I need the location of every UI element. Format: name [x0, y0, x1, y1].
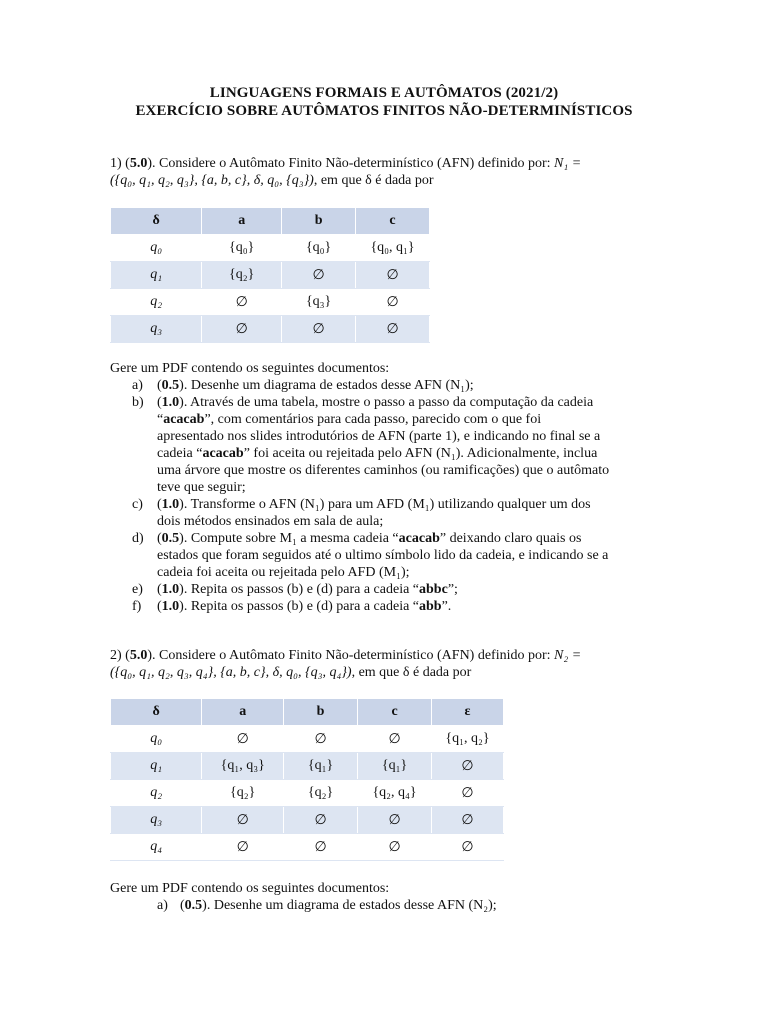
table-row [111, 834, 504, 861]
list-item-line: (0.5). Compute sobre M₁ a mesma cadeia “acacab” deixando claro quais os [157, 531, 582, 546]
q1-transition-table [110, 207, 430, 343]
list-item [110, 394, 670, 496]
q2-gen-pdf: Gere um PDF contendo os seguintes documentos: [110, 881, 390, 896]
table-header-row [111, 699, 504, 726]
list-item-line: dois métodos ensinados em sala de aula; [157, 514, 384, 529]
list-item-line: “acacab”, com comentários para cada passo, parecido com o que foi [157, 412, 542, 427]
list-item [110, 897, 670, 914]
table-cell: ∅ [432, 780, 504, 807]
table-header-row [111, 208, 430, 235]
table-cell: q₄ [111, 834, 202, 861]
q2-transition-table [110, 698, 504, 861]
table-header-cell: ε [432, 699, 504, 726]
table-cell: ∅ [432, 807, 504, 834]
table-cell: ∅ [202, 726, 284, 753]
table-row [111, 780, 504, 807]
table-cell: {q₁} [358, 753, 432, 780]
table-cell: ∅ [432, 834, 504, 861]
q2-def-name: N₂ = [554, 648, 582, 663]
table-header-cell: b [284, 699, 358, 726]
q2-task-list [110, 880, 670, 914]
table-cell: {q₂} [284, 780, 358, 807]
list-item-line: (1.0). Transforme o AFN (N₁) para um AFD (M₁) utilizando qualquer um dos [157, 497, 591, 512]
q2-def-tuple: ({q₀, q₁, q₂, q₃, q₄}, {a, b, c}, δ, q₀, {q₃, q₄}) [110, 665, 352, 680]
item-points: 0.5 [184, 898, 203, 913]
doc-title-line2: EXERCÍCIO SOBRE AUTÔMATOS FINITOS NÃO-DETERMINÍSTICOS [135, 103, 633, 119]
item-points: 1.0 [161, 497, 180, 512]
list-item-line: (1.0). Repita os passos (b) e (d) para a cadeia “abb”. [157, 599, 452, 614]
list-item [110, 598, 670, 615]
q1-def-tuple: ({q₀, q₁, q₂, q₃}, {a, b, c}, δ, q₀, {q₃}) [110, 173, 314, 188]
list-item [110, 377, 670, 394]
table-header-cell: a [202, 699, 284, 726]
q1-points: 5.0 [129, 156, 148, 171]
list-item-line: (0.5). Desenhe um diagrama de estados desse AFN (N₁); [157, 378, 474, 393]
list-item-marker: c) [132, 497, 143, 512]
table-cell: q₀ [111, 235, 202, 262]
list-item-line: uma árvore que mostre os diferentes caminhos (ou ramificações) que o autômato [157, 463, 610, 478]
table-row [111, 807, 504, 834]
table-cell: {q₂, q₄} [358, 780, 432, 807]
table-cell: ∅ [432, 753, 504, 780]
table-cell: q₃ [111, 807, 202, 834]
list-item-marker: a) [132, 378, 143, 393]
table-header-cell: c [358, 699, 432, 726]
item-points: 0.5 [161, 531, 180, 546]
item-points: 1.0 [161, 599, 180, 614]
table-cell: ∅ [284, 726, 358, 753]
table-cell: q₁ [111, 262, 202, 289]
q1-gen-pdf: Gere um PDF contendo os seguintes documentos: [110, 361, 390, 376]
table-cell: q₀ [111, 726, 202, 753]
list-item-line: cadeia “acacab” foi aceita ou rejeitada pelo AFN (N₁). Adicionalmente, inclua [157, 446, 598, 461]
table-cell: ∅ [356, 316, 430, 343]
list-item-marker: a) [157, 898, 168, 913]
table-cell: ∅ [358, 834, 432, 861]
table-row [111, 753, 504, 780]
doc-title-line1: LINGUAGENS FORMAIS E AUTÔMATOS (2021/2) [209, 85, 559, 101]
list-item-marker: f) [132, 599, 142, 614]
table-cell: ∅ [282, 262, 356, 289]
table-cell: ∅ [356, 289, 430, 316]
table-row [111, 726, 504, 753]
q1-intro: 1) (5.0). Considere o Autômato Finito Não-determinístico (AFN) definido por: N₁ = ({q₀, q₁, q₂, q₃}, {a, b, c}, δ, q₀, {q₃}), em que δ é dada por [110, 156, 582, 188]
table-cell: q₂ [111, 780, 202, 807]
list-item [110, 581, 670, 598]
list-item-marker: d) [132, 531, 144, 546]
table-cell: ∅ [284, 834, 358, 861]
q2-intro: 2) (5.0). Considere o Autômato Finito Não-determinístico (AFN) definido por: N₂ = ({q₀, q₁, q₂, q₃, q₄}, {a, b, c}, δ, q₀, {q₃, q₄}), em que δ é dada por [110, 648, 582, 680]
table-cell: {q₀} [282, 235, 356, 262]
table-cell: ∅ [284, 807, 358, 834]
table-cell: q₂ [111, 289, 202, 316]
table-header-cell: c [356, 208, 430, 235]
table-cell: q₃ [111, 316, 202, 343]
table-cell: ∅ [202, 834, 284, 861]
table-row [111, 289, 430, 316]
table-cell: {q₂} [202, 262, 282, 289]
list-item-line: (0.5). Desenhe um diagrama de estados desse AFN (N₂); [180, 898, 497, 913]
table-row [111, 316, 430, 343]
list-item-line: teve que seguir; [157, 480, 246, 495]
table-cell: {q₁, q₃} [202, 753, 284, 780]
table-cell: {q₀} [202, 235, 282, 262]
table-cell: ∅ [202, 316, 282, 343]
table-cell: {q₂} [202, 780, 284, 807]
list-item [110, 496, 670, 530]
list-item-marker: e) [132, 582, 143, 597]
list-item [110, 530, 670, 581]
table-row [111, 235, 430, 262]
table-cell: q₁ [111, 753, 202, 780]
list-item-line: (1.0). Através de uma tabela, mostre o passo a passo da computação da cadeia [157, 395, 594, 410]
list-item-line: estados que foram seguidos até o ultimo símbolo lido da cadeia, e indicando se a [157, 548, 609, 563]
table-cell: ∅ [282, 316, 356, 343]
table-cell: ∅ [202, 289, 282, 316]
table-cell: ∅ [358, 726, 432, 753]
table-header-cell: a [202, 208, 282, 235]
table-cell: {q₀, q₁} [356, 235, 430, 262]
table-header-cell: δ [111, 208, 202, 235]
table-header-cell: b [282, 208, 356, 235]
list-item-line: apresentado nos slides introdutórios de AFN (parte 1), e indicando no final se a [157, 429, 601, 444]
table-cell: {q₃} [282, 289, 356, 316]
table-cell: ∅ [358, 807, 432, 834]
list-item-line: cadeia foi aceita ou rejeitada pelo AFD (M₁); [157, 565, 410, 580]
item-points: 0.5 [161, 378, 180, 393]
table-cell: ∅ [202, 807, 284, 834]
q1-task-list [110, 360, 670, 615]
table-row [111, 262, 430, 289]
item-points: 1.0 [161, 395, 180, 410]
table-cell: {q₁, q₂} [432, 726, 504, 753]
list-item-marker: b) [132, 395, 144, 410]
table-cell: ∅ [356, 262, 430, 289]
table-header-cell: δ [111, 699, 202, 726]
item-points: 1.0 [161, 582, 180, 597]
q2-points: 5.0 [129, 648, 148, 663]
q1-def-name: N₁ = [554, 156, 582, 171]
table-cell: {q₁} [284, 753, 358, 780]
list-item-line: (1.0). Repita os passos (b) e (d) para a cadeia “abbc”; [157, 582, 458, 597]
